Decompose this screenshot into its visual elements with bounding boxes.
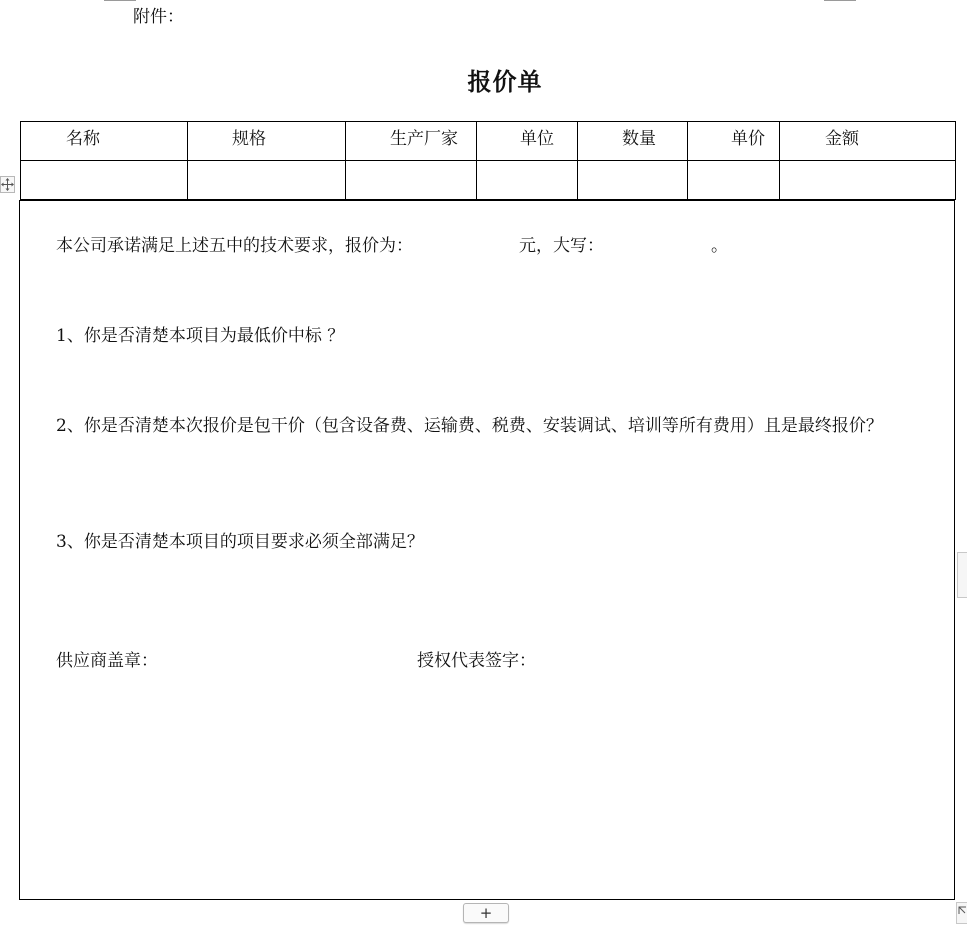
table-cell-unit[interactable] bbox=[477, 161, 578, 200]
question-requirements-met: 3、你是否清楚本项目的项目要求必须全部满足？ bbox=[56, 532, 424, 552]
column-header-unit: 单位 bbox=[520, 129, 554, 149]
table-header-cell[interactable] bbox=[578, 122, 688, 161]
column-header-name: 名称 bbox=[66, 129, 100, 149]
table-header-cell[interactable] bbox=[780, 122, 956, 161]
header-margin-mark-right bbox=[824, 0, 856, 1]
price-statement-unit: 元，大写： bbox=[519, 236, 604, 256]
attachment-label: 附件： bbox=[133, 7, 184, 27]
side-margin-tab[interactable] bbox=[957, 552, 967, 598]
question-lowest-price: 1、你是否清楚本项目为最低价中标 ？ bbox=[56, 326, 345, 346]
table-move-handle[interactable] bbox=[0, 176, 15, 193]
question-all-inclusive-price: 2、你是否清楚本次报价是包干价（包含设备费、运输费、税费、安装调试、培训等所有费用）且是最终报价？ bbox=[56, 416, 883, 436]
table-row bbox=[21, 161, 956, 200]
table-cell-amount[interactable] bbox=[780, 161, 956, 200]
table-header-row bbox=[21, 122, 956, 161]
add-row-button[interactable]: + bbox=[463, 903, 509, 923]
column-header-unit-price: 单价 bbox=[731, 129, 765, 149]
column-header-spec: 规格 bbox=[232, 129, 266, 149]
commitment-box[interactable] bbox=[19, 200, 955, 900]
header-margin-mark-left bbox=[104, 0, 136, 1]
table-header-cell[interactable] bbox=[188, 122, 346, 161]
corner-resize-icon bbox=[958, 906, 967, 915]
table-header-cell[interactable] bbox=[346, 122, 477, 161]
column-header-amount: 金额 bbox=[825, 129, 859, 149]
table-cell-manufacturer[interactable] bbox=[346, 161, 477, 200]
table-cell-unit-price[interactable] bbox=[688, 161, 780, 200]
column-header-manufacturer: 生产厂家 bbox=[390, 129, 458, 149]
table-header-cell[interactable] bbox=[477, 122, 578, 161]
table-header-cell[interactable] bbox=[21, 122, 188, 161]
page-title: 报价单 bbox=[467, 67, 543, 96]
table-cell-spec[interactable] bbox=[188, 161, 346, 200]
table-cell-quantity[interactable] bbox=[578, 161, 688, 200]
supplier-seal-label: 供应商盖章： bbox=[56, 651, 158, 671]
price-statement-prefix: 本公司承诺满足上述五中的技术要求，报价为： bbox=[56, 236, 413, 256]
table-resize-handle[interactable] bbox=[956, 902, 967, 924]
price-statement-end: 。 bbox=[711, 236, 728, 256]
quote-table bbox=[20, 121, 956, 200]
column-header-quantity: 数量 bbox=[622, 129, 656, 149]
move-arrows-icon bbox=[1, 178, 14, 191]
table-cell-name[interactable] bbox=[21, 161, 188, 200]
table-header-cell[interactable] bbox=[688, 122, 780, 161]
authorized-signature-label: 授权代表签字： bbox=[417, 651, 536, 671]
